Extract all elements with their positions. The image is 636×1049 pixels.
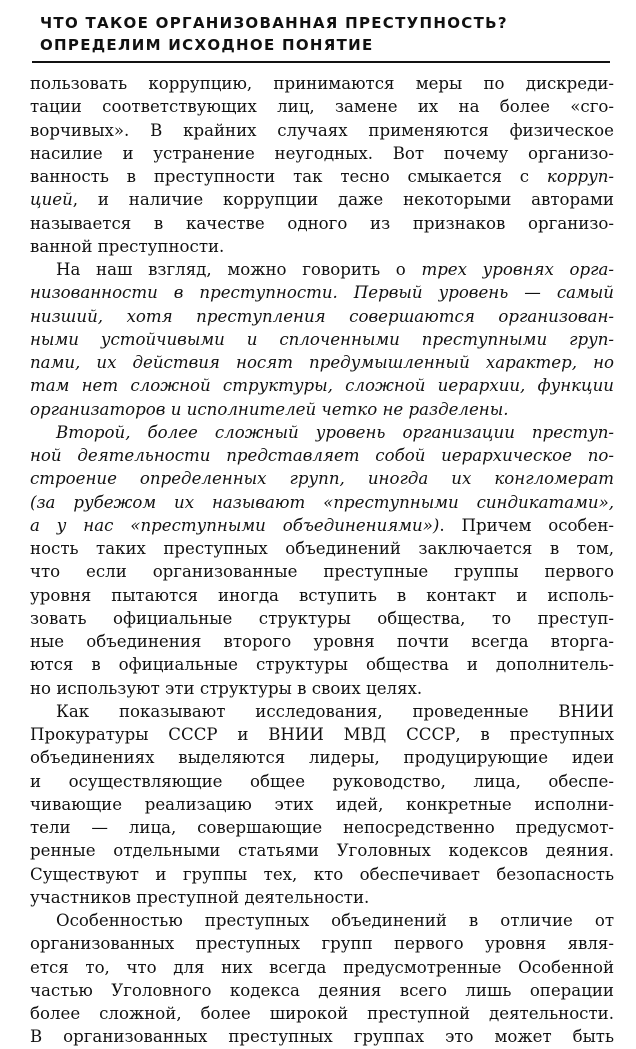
italic-text-span: (за рубежом их называют «преступными синдикатами», [30,492,614,512]
text-line [30,537,614,560]
italic-text-span: Второй, более сложный уровень организации преступ- [56,422,614,442]
text-span: чивающие реализацию этих идей, конкретные исполни- [30,794,614,814]
text-span: тели — лица, совершающие непосредственно предусмот- [30,818,614,837]
text-span: Как показывают исследования, проведенные ВНИИ [56,701,614,721]
text-span: Существуют и группы тех, кто обеспечивает безопасность [30,864,614,884]
text-span: что если организованные преступные группы первого [30,562,614,582]
text-line [30,909,614,932]
text-line [30,305,614,328]
text-line [30,630,614,653]
text-span: ется то, что для них всегда предусмотренные Особенной [30,957,614,977]
text-span: частью Уголовного кодекса деяния всего лишь операции [30,980,614,1000]
running-head-line-1: ЧТО ТАКОЕ ОРГАНИЗОВАННАЯ ПРЕСТУПНОСТЬ? [40,14,508,32]
text-line [30,398,614,421]
text-line [30,444,614,467]
text-line [30,816,614,839]
text-line [30,351,614,374]
text-line [30,770,614,793]
text-line [30,72,614,95]
text-line [30,188,614,211]
text-span: , и наличие коррупции даже некоторыми авторами [72,190,614,210]
italic-text-span: ной деятельности представляет собой иерархическое по- [30,446,614,465]
text-span: На наш взгляд, можно говорить о [56,260,422,279]
text-line [30,653,614,676]
text-span: зовать официальные структуры общества, то преступ- [30,608,614,628]
italic-text-span: цией [30,190,73,210]
text-span: ворчивых». В крайних случаях применяются физическое [30,120,614,140]
text-span: Прокуратуры СССР и ВНИИ МВД СССР, в преступных [30,725,614,744]
text-span: организованных преступных групп первого уровня явля- [30,934,614,954]
header-rule [32,61,610,63]
text-line [30,584,614,607]
text-line [30,677,614,700]
italic-text-span: строение определенных групп, иногда их конгломерат [30,469,614,489]
italic-text-span: организаторов и исполнителей четко не разделены. [30,399,509,419]
text-line [30,467,614,490]
text-span: ются в официальные структуры общества и дополнитель- [30,655,614,675]
italic-text-span: ными устойчивыми и сплоченными преступными груп- [30,329,614,349]
running-head-line-2: ОПРЕДЕЛИМ ИСХОДНОЕ ПОНЯТИЕ [40,36,374,54]
italic-text-span: низованности в преступности. Первый уровень — самый [30,283,614,303]
text-span: называется в качестве одного из признаков организо- [30,213,614,233]
text-span: участников преступной деятельности. [30,887,370,907]
text-line [30,793,614,816]
text-line [30,979,614,1002]
text-line [30,212,614,235]
text-line [30,328,614,351]
text-line [30,95,614,118]
text-line [30,119,614,142]
text-span: ные объединения второго уровня почти всегда вторга- [30,632,614,651]
text-line [30,863,614,886]
italic-text-span: корруп- [546,167,614,186]
text-span: ванной преступности. [30,236,225,256]
text-line [30,374,614,397]
text-span: объединениях выделяются лидеры, продуцирующие идеи [30,748,614,768]
text-line [30,839,614,862]
text-line [30,514,614,537]
text-line [30,560,614,583]
italic-text-span: пами, их действия носят предумышленный характер, но [30,353,614,372]
text-line [30,165,614,188]
italic-text-span: а у нас «преступными объединениями») [30,515,440,535]
text-span: Особенностью преступных объединений в отличие от [56,911,614,930]
text-line [30,700,614,723]
text-line [30,491,614,514]
text-span: пользовать коррупцию, принимаются меры по дискреди- [30,74,614,93]
italic-text-span: там нет сложной структуры, сложной иерархии, функции [30,376,614,396]
text-line [30,956,614,979]
text-span: но используют эти структуры в своих целях. [30,678,423,698]
text-span: ренные отдельными статьями Уголовных кодексов деяния. [30,841,614,861]
text-line [30,235,614,258]
text-line [30,932,614,955]
text-line [30,1002,614,1025]
text-line [30,1025,614,1048]
text-span: более сложной, более широкой преступной деятельности. [30,1004,614,1023]
text-span: уровня пытаются иногда вступить в контакт и исполь- [30,585,614,605]
italic-text-span: низший, хотя преступления совершаются организован- [30,306,614,326]
text-line [30,142,614,165]
text-span: ность таких преступных объединений заключается в том, [30,539,614,558]
text-line [30,746,614,769]
text-span: . Причем особен- [439,515,614,535]
text-line [30,421,614,444]
text-line [30,281,614,304]
italic-text-span: трех уровнях орга- [421,260,614,279]
text-span: насилие и устранение неугодных. Вот почему организо- [30,143,614,163]
text-span: В организованных преступных группах это может быть [30,1027,614,1047]
text-span: тации соответствующих лиц, замене их на более «сго- [30,97,614,117]
running-head [40,12,610,56]
text-span: и осуществляющие общее руководство, лица, обеспе- [30,771,614,791]
body-text [30,72,614,1049]
text-line [30,258,614,281]
text-line [30,886,614,909]
text-span: ванность в преступности так тесно смыкается с [30,167,547,186]
text-line [30,723,614,746]
text-line [30,607,614,630]
